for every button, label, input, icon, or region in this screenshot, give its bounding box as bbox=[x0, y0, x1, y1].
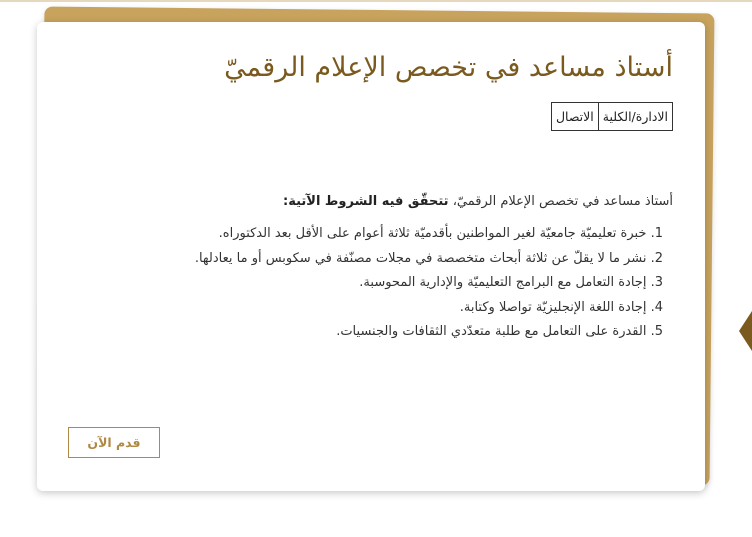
job-intro-text: أستاذ مساعد في تخصص الإعلام الرقميّ، bbox=[448, 194, 673, 209]
requirement-item: 5. القدرة على التعامل مع طلبة متعدّدي الثقافات والجنسيات. bbox=[336, 324, 663, 339]
department-label: الادارة/الكلية bbox=[598, 103, 672, 131]
requirement-item: 4. إجادة اللغة الإنجليزيّة تواصلا وكتابة. bbox=[459, 299, 663, 315]
job-card bbox=[37, 22, 705, 491]
job-description bbox=[73, 192, 673, 345]
job-meta-table bbox=[551, 102, 673, 131]
apply-now-button[interactable]: قدم الآن bbox=[68, 427, 160, 458]
carousel-prev-arrow-icon[interactable] bbox=[739, 311, 752, 351]
requirement-item: 2. نشر ما لا يقلّ عن ثلاثة أبحاث متخصصة في مجلات مصنّفة في سكوبس أو ما يعادلها. bbox=[194, 250, 663, 266]
job-intro bbox=[73, 192, 673, 212]
requirements-list bbox=[73, 222, 673, 345]
top-divider bbox=[0, 0, 752, 2]
requirement-item: 3. إجادة التعامل مع البرامج التعليميّة والإدارية المحوسبة. bbox=[359, 275, 663, 290]
job-title: أستاذ مساعد في تخصص الإعلام الرقميّ bbox=[224, 52, 673, 83]
department-value: الاتصال bbox=[551, 103, 598, 131]
requirement-item: 1. خبرة تعليميّة جامعيّة لغير المواطنين بأقدميّة ثلاثة أعوام على الأقل بعد الدكتوراه. bbox=[218, 226, 663, 241]
job-intro-strong: تتحقّق فيه الشروط الآتية: bbox=[283, 194, 449, 209]
